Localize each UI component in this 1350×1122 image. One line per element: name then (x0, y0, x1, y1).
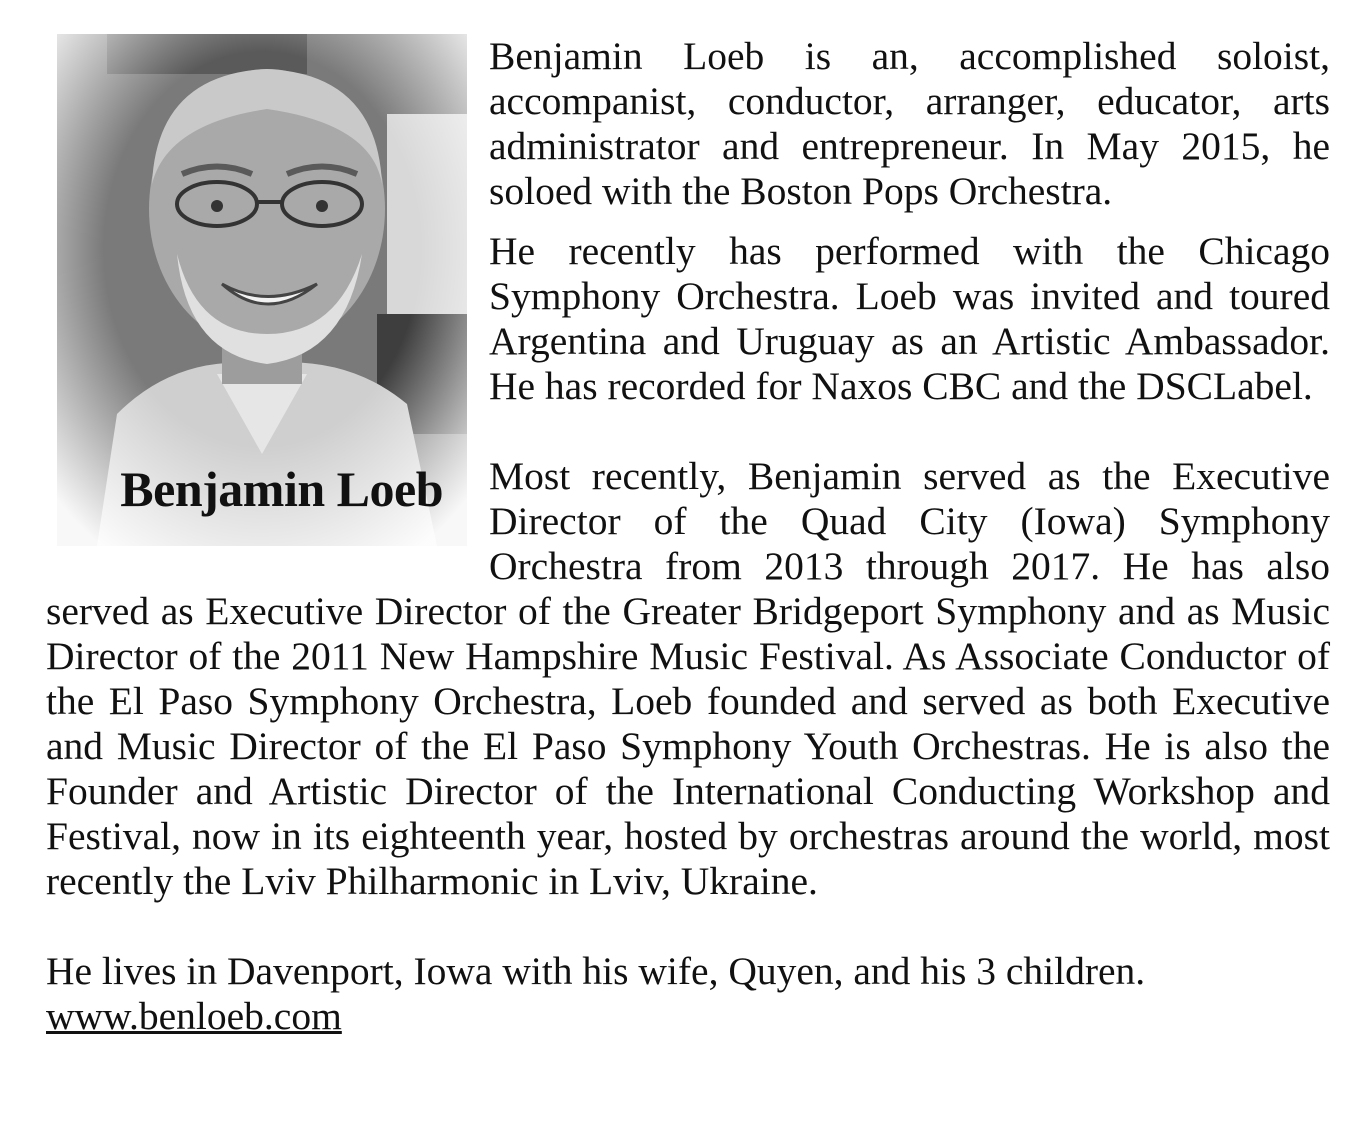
bio-paragraph-1: Benjamin Loeb is an, accomplished soloist, accompanist, conductor, arranger, educator, arts administrator and entrepreneur. In May 2015, he soloed with the Boston Pops Orchestra. (489, 34, 1330, 213)
portrait-photo (57, 34, 467, 546)
bio-paragraph-2: He recently has performed with the Chicago Symphony Orchestra. Loeb was invited and toured Argentina and Uruguay as an Artistic Ambassador. He has recorded for Naxos CBC and the DSCLabel. (489, 229, 1330, 408)
bio-page (46, 34, 1330, 1039)
photo-caption: Benjamin Loeb (120, 461, 443, 517)
bio-paragraph-4: He lives in Davenport, Iowa with his wife, Quyen, and his 3 children. (46, 949, 1146, 993)
bio-paragraph-3: Most recently, Benjamin served as the Executive Director of the Quad City (Iowa) Symphony Orchestra from 2013 through 2017. He has also served as Executive Director of the Greater Bridgeport Symphony and as Music Director of the 2011 New Hampshire Music Festival. As Associate Conductor of the El Paso Symphony Orchestra, Loeb founded and served as both Executive and Music Director of the El Paso Symphony Youth Orchestras. He is also the Founder and Artistic Director of the International Conducting Workshop and Festival, now in its eighteenth year, hosted by orchestras around the world, most recently the Lviv Philharmonic in Lviv, Ukraine. (46, 454, 1330, 903)
paragraph-spacer (46, 904, 1330, 949)
website-link[interactable]: www.benloeb.com (46, 994, 342, 1038)
